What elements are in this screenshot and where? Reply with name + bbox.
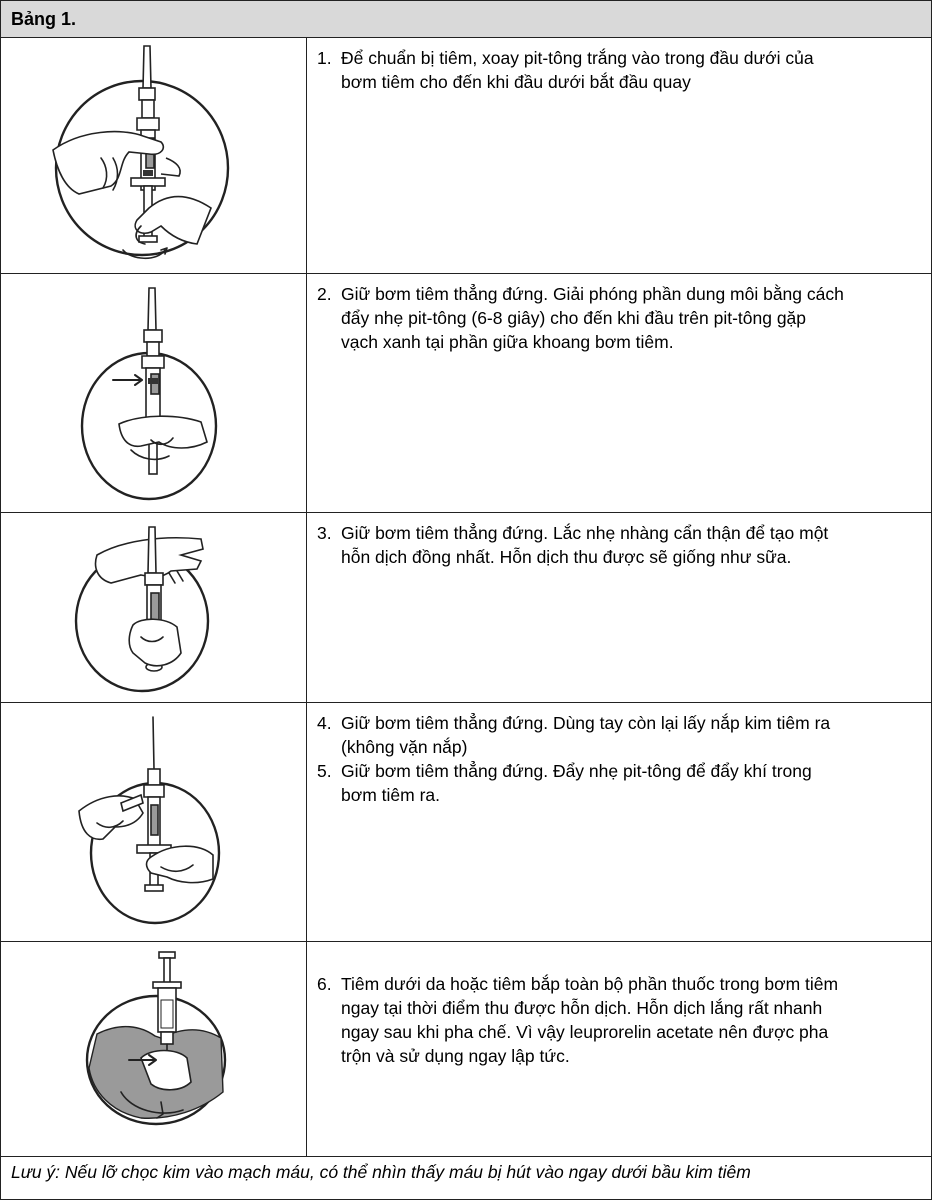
- table-row: [1, 38, 931, 274]
- syringe-shake-icon: [1, 513, 306, 702]
- step-item: [317, 972, 917, 1068]
- illustration-cell: [1, 513, 307, 702]
- step-line: vạch xanh tại phần giữa khoang bơm tiêm.: [341, 332, 674, 352]
- step-line: ngay sau khi pha chế. Vì vậy leuprorelin acetate nên được pha: [341, 1022, 829, 1042]
- syringe-twist-plunger-icon: [1, 38, 306, 273]
- step-number: 4.: [317, 713, 332, 733]
- step-line: Giữ bơm tiêm thẳng đứng. Lắc nhẹ nhàng cẩn thận để tạo một: [341, 523, 829, 543]
- step-line: Tiêm dưới da hoặc tiêm bắp toàn bộ phần thuốc trong bơm tiêm: [341, 974, 839, 994]
- step-text-cell: [317, 972, 917, 1068]
- step-line: Để chuẩn bị tiêm, xoay pit-tông trắng vào trong đầu dưới của: [341, 48, 814, 68]
- step-line: đẩy nhẹ pit-tông (6-8 giây) cho đến khi đầu trên pit-tông gặp: [341, 308, 807, 328]
- table-row: [1, 703, 931, 942]
- table-row: [1, 274, 931, 513]
- step-item: [317, 711, 917, 759]
- table-row: [1, 942, 931, 1157]
- step-number: 5.: [317, 761, 332, 781]
- table-title: Bảng 1.: [11, 9, 77, 29]
- step-line: ngay tại thời điểm thu được hỗn dịch. Hỗn dịch lắng rất nhanh: [341, 998, 823, 1018]
- step-text-cell: [317, 46, 917, 94]
- step-line: trộn và sử dụng ngay lập tức.: [341, 1046, 570, 1066]
- step-line: bơm tiêm ra.: [341, 785, 440, 805]
- step-item: [317, 521, 917, 569]
- step-line: hỗn dịch đồng nhất. Hỗn dịch thu được sẽ giống như sữa.: [341, 547, 792, 567]
- syringe-remove-cap-icon: [1, 703, 306, 941]
- step-text-cell: [317, 282, 917, 354]
- step-text-cell: [317, 711, 917, 807]
- illustration-cell: [1, 38, 307, 273]
- step-line: (không vặn nắp): [341, 737, 468, 757]
- step-item: [317, 759, 917, 807]
- step-number: 6.: [317, 974, 332, 994]
- table-header: [1, 1, 931, 38]
- step-line: Giữ bơm tiêm thẳng đứng. Giải phóng phần dung môi bằng cách: [341, 284, 844, 304]
- table-row: [1, 513, 931, 703]
- syringe-push-plunger-icon: [1, 274, 306, 512]
- illustration-cell: [1, 942, 307, 1156]
- illustration-cell: [1, 274, 307, 512]
- footnote: Lưu ý: Nếu lỡ chọc kim vào mạch máu, có thể nhìn thấy máu bị hút vào ngay dưới bầu kim tiêm: [11, 1162, 751, 1182]
- illustration-cell: [1, 703, 307, 941]
- step-number: 1.: [317, 48, 332, 68]
- step-line: Giữ bơm tiêm thẳng đứng. Dùng tay còn lại lấy nắp kim tiêm ra: [341, 713, 831, 733]
- step-number: 2.: [317, 284, 332, 304]
- step-text-cell: [317, 521, 917, 569]
- step-number: 3.: [317, 523, 332, 543]
- syringe-inject-icon: [1, 942, 306, 1156]
- step-item: [317, 282, 917, 354]
- step-line: Giữ bơm tiêm thẳng đứng. Đẩy nhẹ pit-tông để đẩy khí trong: [341, 761, 812, 781]
- step-item: [317, 46, 917, 94]
- step-line: bơm tiêm cho đến khi đầu dưới bắt đầu quay: [341, 72, 691, 92]
